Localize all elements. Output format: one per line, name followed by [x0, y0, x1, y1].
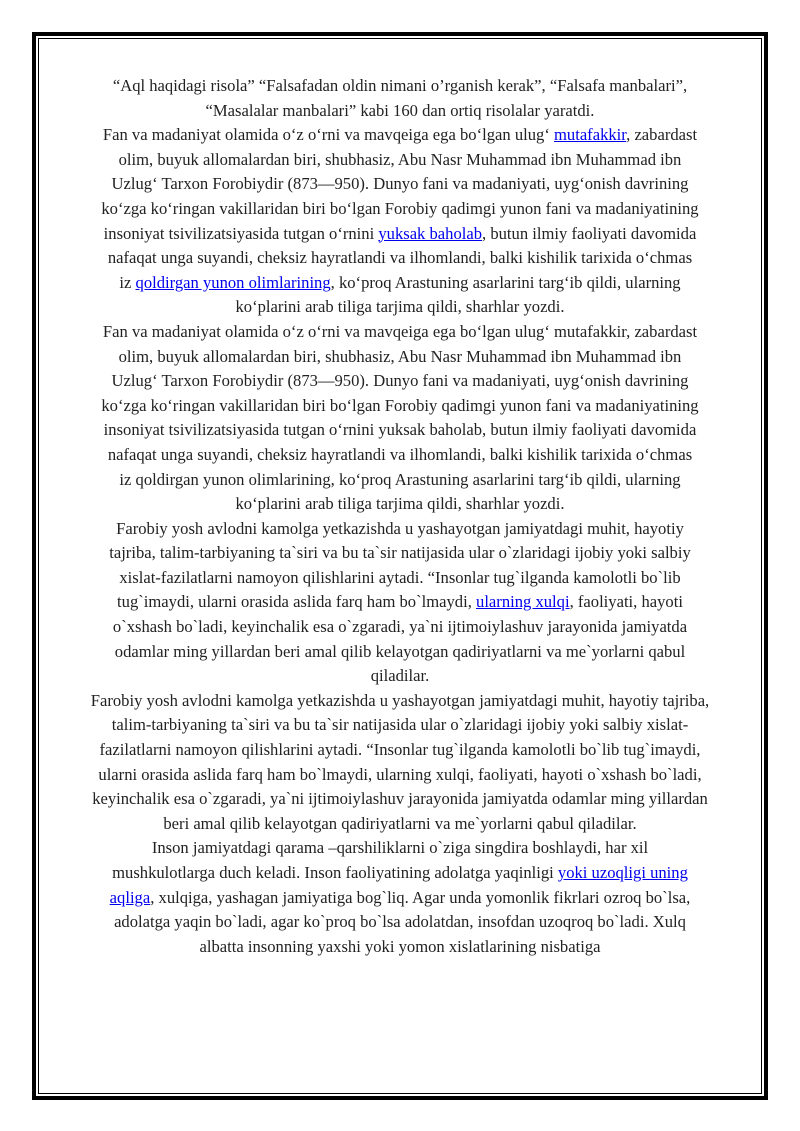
link-qoldirgan-yunon-olimlarining[interactable]: qoldirgan yunon olimlarining [135, 272, 331, 292]
paragraph-1: “Aql haqidagi risola” “Falsafadan oldin nimani o’rganish kerak”, “Falsafa manbalari”, “Masalalar manbalari” kabi 160 dan ortiq risolalar yaratdi. [112, 76, 688, 120]
link-yuksak-baholab[interactable]: yuksak baholab [378, 223, 483, 243]
paragraph-2-text-c: , butun ilmiy faoliyati davomida nafaqat unga suyandi, cheksiz hayratlandi va ilhomlandi, balki kishilik tarixida o‘chmas iz [107, 223, 697, 292]
paragraph-4 [100, 517, 700, 689]
paragraph-4-text-b: , faoliyati, hayoti o`xshash bo`ladi, keyinchalik esa o`zgaradi, ya`ni ijtimoiylashuv jarayonida jamiyatda odamlar ming yillardan beri amal qilib kelayotgan qadiriyatlarni va me`yorlarni qabul qiladilar. [112, 592, 688, 686]
paragraph-2-text-d: , ko‘proq Arastuning asarlarini targ‘ib qildi, ularning ko‘plarini arab tiliga tarjima qildi, sharhlar yozdi. [235, 272, 681, 317]
link-ularning-xulqi[interactable]: ularning xulqi [476, 592, 570, 612]
paragraph-6 [100, 836, 700, 959]
paragraph-6-text-b: , xulqiga, yashagan jamiyatiga bog`liq. Agar unda yomonlik fikrlari ozroq bo`lsa, adolatga yaqin bo`ladi, agar ko`proq bo`lsa adolatdan, insofdan uzoqroq bo`ladi. Xulq albatta insonning yaxshi yoki yomon xislatlarining nisbatiga [114, 887, 691, 956]
paragraph-2 [100, 123, 700, 320]
paragraph-5: Farobiy yosh avlodni kamolga yetkazishda u yashayotgan jamiyatdagi muhit, hayotiy tajriba, talim-tarbiyaning ta`siri va bu ta`sir natijasida ular o`zlaridagi ijobiy yoki salbiy xislat-fazilatlarni namoyon qilishlarini aytadi. “Insonlar tug`ilganda kamolotli bo`lib tug`imaydi, ularni orasida aslida farq ham bo`lmaydi, ularning xulqi, faoliyati, hayoti o`xshash bo`ladi, keyinchalik esa o`zgaradi, ya`ni ijtimoiylashuv jarayonida jamiyatda odamlar ming yillardan beri amal qilib kelayotgan qadiriyatlarni va me`yorlarni qabul qiladilar. [90, 690, 710, 833]
paragraph-3: Fan va madaniyat olamida o‘z o‘rni va mavqeiga ega bo‘lgan ulug‘ mutafakkir, zabardast olim, buyuk allomalardan biri, shubhasiz, Abu Nasr Muhammad ibn Muhammad ibn Uzlug‘ Tarxon Forobiydir (873—950). Dunyo fani va madaniyati, uyg‘onish davrining ko‘zga ko‘ringan vakillaridan biri bo‘lgan Forobiy qadimgi yunon fani va madaniyatining insoniyat tsivilizatsiyasida tutgan o‘rnini yuksak baholab, butun ilmiy faoliyati davomida nafaqat unga suyandi, cheksiz hayratlandi va ilhomlandi, balki kishilik tarixida o‘chmas iz qoldirgan yunon olimlarining, ko‘proq Arastuning asarlarini targ‘ib qildi, ularning ko‘plarini arab tiliga tarjima qildi, sharhlar yozdi. [101, 321, 699, 514]
paragraph-2-text-a: Fan va madaniyat olamida o‘z o‘rni va mavqeiga ega bo‘lgan ulug‘ [102, 125, 554, 145]
link-mutafakkir[interactable]: mutafakkir [554, 125, 627, 145]
paragraph-4-text-a: Farobiy yosh avlodni kamolga yetkazishda u yashayotgan jamiyatdagi muhit, hayotiy tajriba, talim-tarbiyaning ta`siri va bu ta`sir natijasida ular o`zlaridagi ijobiy yoki salbiy xislat-fazilatlarni namoyon qilishlarini aytadi. “Insonlar tug`ilganda kamolotli bo`lib tug`imaydi, ularni orasida aslida farq ham bo`lmaydi, [109, 518, 691, 612]
paragraph-6-text-a: Inson jamiyatdagi qarama –qarshiliklarni o`ziga singdira boshlaydi, har xil mushkulotlarga duch keladi. Inson faoliyatining adolatga yaqinligi [112, 838, 649, 882]
document-body [90, 74, 710, 959]
link-yoki-uzoqligi[interactable]: yoki uzoqligi uning aqliga [109, 863, 688, 907]
paragraph-2-text-b: , zabardast olim, buyuk allomalardan biri, shubhasiz, Abu Nasr Muhammad ibn Muhammad ibn Uzlug‘ Tarxon Forobiydir (873—950). Dunyo fani va madaniyati, uyg‘onish davrining ko‘zga ko‘ringan vakillaridan biri bo‘lgan Forobiy qadimgi yunon fani va madaniyatining insoniyat tsivilizatsiyasida tutgan o‘rnini [101, 125, 699, 243]
